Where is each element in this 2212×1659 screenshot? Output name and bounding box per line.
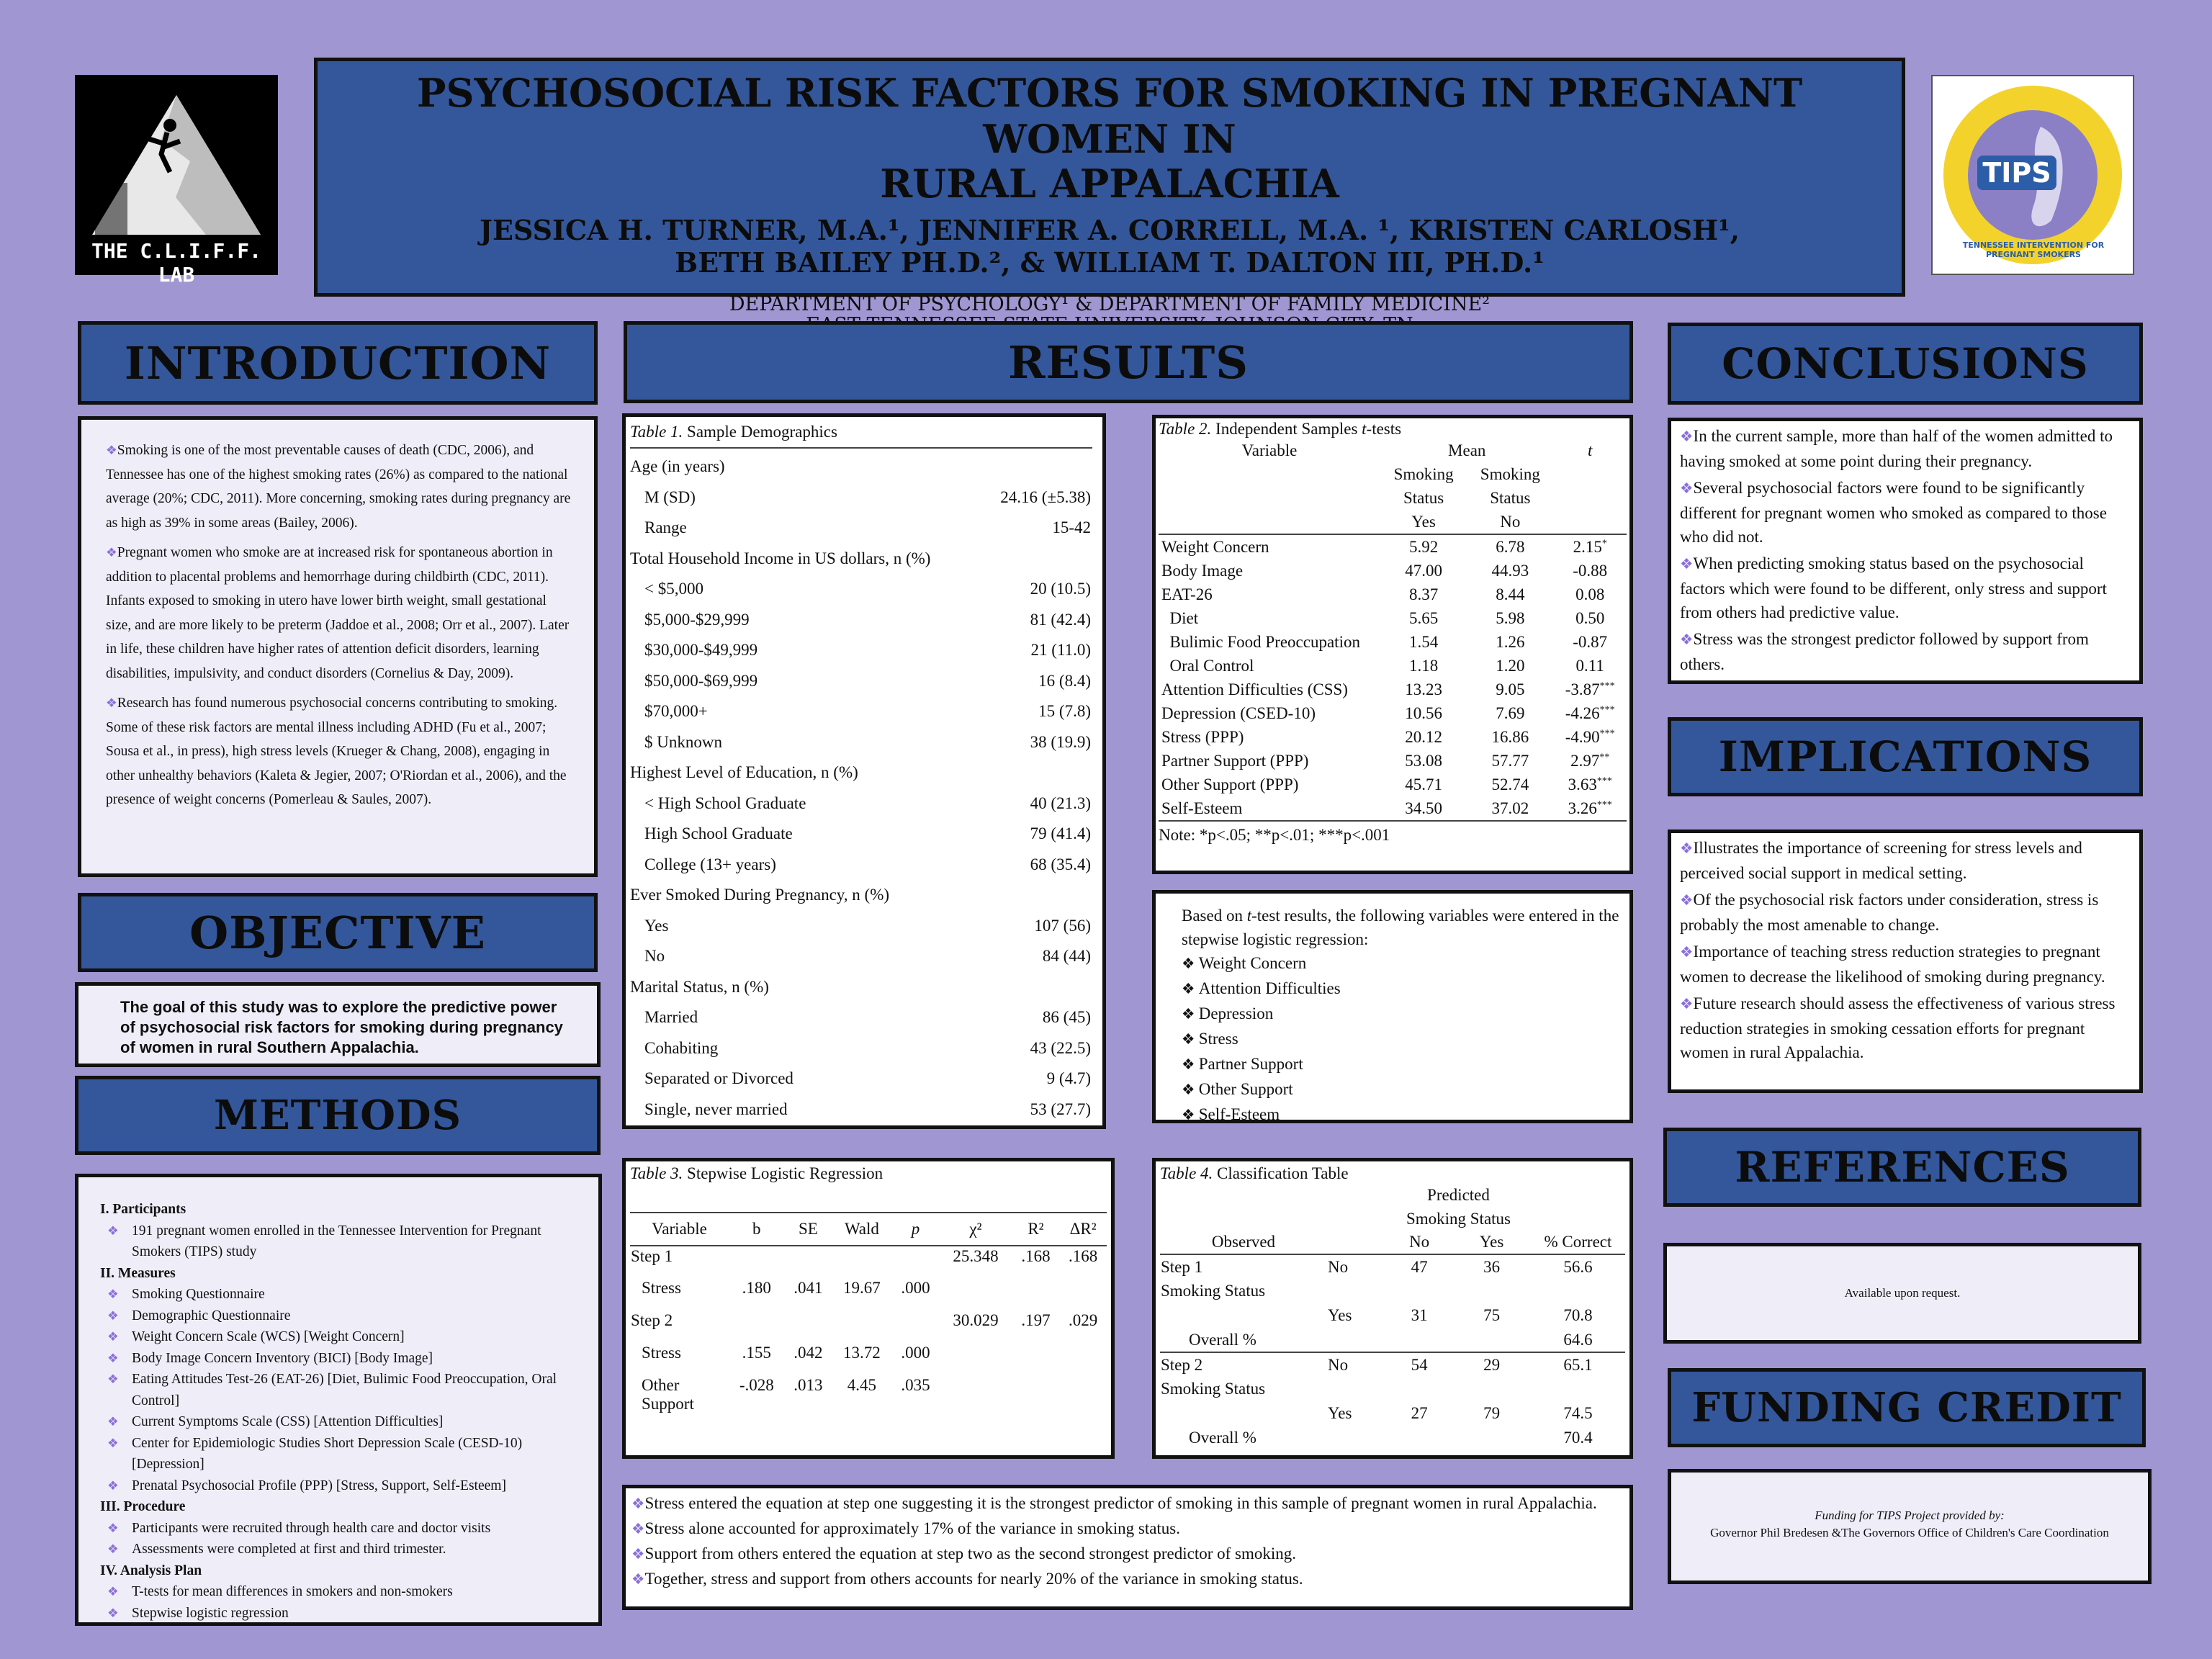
bullet-item: ❖When predicting smoking status based on the psychosocial factors which were found to be different, only stress and support from others had predictive value.: [1680, 554, 2107, 621]
table-row: Oral Control 1.18 1.20 0.11: [1161, 656, 1604, 675]
funding-line1: Funding for TIPS Project provided by:: [1815, 1509, 2005, 1522]
diamond-bullet-icon: ❖: [1182, 1082, 1199, 1098]
table-row: Total Household Income in US dollars, n (%): [630, 549, 931, 567]
table4-step1: Step 1: [1161, 1257, 1203, 1276]
table-row: Stress .180 .041 19.67 .000: [642, 1279, 930, 1297]
table1-body: [630, 451, 1098, 1125]
table4-step2: Step 2: [1161, 1355, 1203, 1374]
table4-caption: Table 4. Classification Table: [1160, 1164, 1349, 1182]
table-row: $ Unknown 38 (19.9): [644, 732, 1091, 751]
table-row: Bulimic Food Preoccupation 1.54 1.26 -0.87: [1161, 632, 1608, 651]
diamond-bullet-icon: ❖: [1182, 1107, 1199, 1123]
methods-group-heading: I. Participants: [100, 1202, 186, 1217]
bullet-item: ❖Future research should assess the effectiveness of various stress reduction strategies in smoking cessation efforts for pregnant women in rural Appalachia.: [1680, 994, 2116, 1061]
table-row: EAT-26 8.37 8.44 0.08: [1161, 585, 1605, 603]
table-row: Other Support -.028 .013 4.45 .035: [642, 1376, 930, 1413]
bullet-item: ❖Stress entered the equation at step one suggesting it is the strongest predictor of smoking in this sample of pregnant women in rural Appalachia.: [631, 1494, 1597, 1512]
bullet-item: ❖Stress was the strongest predictor followed by support from others.: [1680, 630, 2089, 673]
diamond-bullet-icon: ❖: [107, 1329, 119, 1344]
table-row: Stress .155 .042 13.72 .000: [642, 1344, 930, 1362]
table-row: < High School Graduate 40 (21.3): [644, 793, 1091, 812]
diamond-bullet-icon: ❖: [1182, 1007, 1199, 1022]
diamond-bullet-icon: ❖: [631, 1572, 645, 1588]
table-row: Partner Support (PPP) 53.08 57.77 2.97**: [1161, 751, 1610, 770]
diamond-bullet-icon: ❖: [1182, 1032, 1199, 1048]
bullet-item: ❖Illustrates the importance of screening for stress levels and perceived social support in medical setting.: [1680, 839, 2082, 882]
diamond-bullet-icon: ❖: [107, 1372, 119, 1386]
methods-item: ❖ Assessments were completed at first and third trimester.: [100, 1539, 584, 1560]
implications-list: [1680, 836, 2132, 1064]
methods-item: ❖ Stepwise logistic regression: [100, 1603, 584, 1624]
bullet-item: ❖In the current sample, more than half of the women admitted to having smoked at some point during their pregnancy.: [1680, 427, 2113, 470]
table2-ttests: [1152, 415, 1633, 874]
table2-note: Note: *p<.05; **p<.01; ***p<.001: [1159, 820, 1627, 845]
methods-item: ❖ Demographic Questionnaire: [100, 1305, 584, 1327]
results-summary-box: [622, 1485, 1633, 1610]
diamond-bullet-icon: ❖: [631, 1521, 645, 1537]
cliff-lab-logo-text: THE C.L.I.F.F. LAB: [91, 239, 261, 287]
table-row: No 84 (44): [644, 947, 1091, 966]
stepwise-variables-box: [1152, 890, 1633, 1123]
table4-predicted: Predicted: [1427, 1185, 1490, 1204]
table2-table: [1159, 439, 1627, 820]
methods-group-heading: II. Measures: [100, 1265, 176, 1281]
table4-classification: [1152, 1158, 1633, 1459]
funding-box: [1668, 1469, 2152, 1584]
diamond-bullet-icon: ❖: [1680, 945, 1694, 961]
diamond-bullet-icon: ❖: [107, 1223, 119, 1238]
methods-item: ❖ Center for Epidemiologic Studies Short Depression Scale (CESD-10) [Depression]: [100, 1433, 584, 1475]
diamond-bullet-icon: ❖: [631, 1496, 645, 1512]
diamond-bullet-icon: ❖: [107, 1520, 119, 1535]
table-row: Attention Difficulties (CSS) 13.23 9.05 -3.87***: [1161, 680, 1615, 698]
table4-smoking-status: Smoking Status: [1406, 1209, 1511, 1228]
diamond-bullet-icon: ❖: [107, 1478, 119, 1493]
diamond-bullet-icon: ❖: [106, 443, 117, 457]
table-row: < $5,000 20 (10.5): [644, 580, 1091, 598]
table2-sub-no: Smoking: [1480, 464, 1540, 483]
objective-box: [75, 982, 601, 1067]
table2-sub-yes: Smoking: [1393, 464, 1454, 483]
table-row: Stress (PPP) 20.12 16.86 -4.90***: [1161, 727, 1615, 746]
methods-item: ❖ Current Symptoms Scale (CSS) [Attention Difficulties]: [100, 1411, 584, 1433]
diamond-bullet-icon: ❖: [1182, 981, 1199, 997]
introduction-heading: INTRODUCTION: [78, 321, 598, 405]
conclusions-list: [1680, 424, 2132, 676]
diamond-bullet-icon: ❖: [107, 1542, 119, 1556]
table3-caption: Table 3. Stepwise Logistic Regression: [630, 1164, 884, 1182]
diamond-bullet-icon: ❖: [106, 545, 117, 559]
table4-table: Predicted Smoking Status Observed No Yes % Correct Step 1 No 47 36 56.6 Smoking Status Yes 31 75 70.8 Overall % 64.6 Step 2 No 54 29 65.1 Smoking Status Yes 27 79 74.5 Overall % 70.4: [1160, 1183, 1625, 1450]
table-row: Marital Status, n (%): [630, 977, 769, 996]
intro-paragraph: ❖Pregnant women who smoke are at increased risk for spontaneous abortion in addition to placental problems and hemorrhage during childbirth (CDC, 2011). Infants exposed to smoking in utero have lower birth weight, small gestational size, and are more likely to be preterm (Jaddoe et al., 2008; Orr et al., 2007). Later in life, these children have higher rates of attention deficit disorders, learning disabilities, impulsivity, and conduct disorders (Cornelius & Day, 2009).: [106, 545, 570, 681]
funding-line2: Governor Phil Bredesen &The Governors Office of Children's Care Coordination: [1710, 1526, 2109, 1539]
table2-col-t: t: [1588, 441, 1593, 459]
methods-group-heading: III. Procedure: [100, 1499, 186, 1514]
bullet-item: ❖ Weight Concern: [1182, 954, 1307, 972]
table-row: Self-Esteem 34.50 37.02 3.26***: [1161, 799, 1612, 817]
table2-caption: Table 2. Independent Samples t-tests: [1159, 420, 1402, 438]
table3-regression: [622, 1158, 1115, 1459]
objective-text: The goal of this study was to explore the predictive power of psychosocial risk factors for smoking during pregnancy of women in rural Southern Appalachia.: [120, 998, 563, 1056]
table-row: Married 86 (45): [644, 1008, 1091, 1027]
diamond-bullet-icon: ❖: [1680, 481, 1694, 497]
table-row: Single, never married 53 (27.7): [644, 1100, 1091, 1118]
diamond-bullet-icon: ❖: [107, 1308, 119, 1323]
diamond-bullet-icon: ❖: [1680, 997, 1694, 1012]
table4-observed: Observed: [1211, 1233, 1276, 1251]
table4-col-yes: Yes: [1479, 1233, 1504, 1251]
diamond-bullet-icon: ❖: [106, 696, 117, 710]
table-row: Ever Smoked During Pregnancy, n (%): [630, 886, 890, 904]
diamond-bullet-icon: ❖: [1680, 632, 1694, 648]
implications-heading: IMPLICATIONS: [1668, 717, 2143, 796]
table-row: High School Graduate 79 (41.4): [644, 824, 1091, 843]
results-heading: RESULTS: [624, 321, 1633, 403]
table4-col-pct: % Correct: [1544, 1233, 1612, 1251]
bullet-item: ❖Several psychosocial factors were found to be significantly different for pregnant women who smoked as compared to those who did not.: [1680, 479, 2107, 546]
objective-heading: OBJECTIVE: [78, 893, 598, 972]
table-row: $50,000-$69,999 16 (8.4): [644, 671, 1091, 690]
table-row: Separated or Divorced 9 (4.7): [644, 1069, 1091, 1088]
conclusions-box: [1668, 418, 2143, 684]
table-row: Range 15-42: [644, 518, 1091, 537]
diamond-bullet-icon: ❖: [1182, 1057, 1199, 1073]
table2-sub-yes: Status: [1403, 488, 1444, 507]
table1-demographics: [622, 413, 1106, 1129]
methods-item: ❖ 191 pregnant women enrolled in the Tennessee Intervention for Pregnant Smokers (TIPS) study: [100, 1220, 584, 1263]
diamond-bullet-icon: ❖: [631, 1547, 645, 1563]
poster-title-line1: PSYCHOSOCIAL RISK FACTORS FOR SMOKING IN PREGNANT WOMEN IN: [416, 70, 1803, 162]
table-row: Depression (CSED-10) 10.56 7.69 -4.26***: [1161, 703, 1615, 722]
bullet-item: ❖ Self-Esteem: [1182, 1105, 1280, 1123]
table3-table: [630, 1212, 1107, 1414]
table-row: Highest Level of Education, n (%): [630, 763, 858, 782]
table-row: Step 1 25.348 .168 .168: [631, 1247, 1098, 1265]
authors-line1: JESSICA H. TURNER, M.A.¹, JENNIFER A. CORRELL, M.A. ¹, KRISTEN CARLOSH¹,: [480, 214, 1740, 246]
authors-line2: BETH BAILEY PH.D.², & WILLIAM T. DALTON III, PH.D.¹: [675, 246, 1545, 279]
bullet-item: ❖Importance of teaching stress reduction strategies to pregnant women to decrease the likelihood of smoking during pregnancy.: [1680, 943, 2105, 986]
diamond-bullet-icon: ❖: [1680, 841, 1694, 857]
funding-heading: FUNDING CREDIT: [1668, 1368, 2146, 1447]
methods-item: ❖ T-tests for mean differences in smokers and non-smokers: [100, 1581, 584, 1603]
diamond-bullet-icon: ❖: [1680, 557, 1694, 572]
stepwise-intro: Based on t-test results, the following variables were entered in the stepwise logistic regression:: [1182, 907, 1619, 948]
table-header-row: Variable b SE Wald p χ² R² ΔR²: [630, 1213, 1107, 1246]
affiliation-line1: DEPARTMENT OF PSYCHOLOGY¹ & DEPARTMENT OF FAMILY MEDICINE²: [729, 293, 1491, 315]
table-row: $70,000+ 15 (7.8): [644, 702, 1091, 721]
bullet-item: ❖ Attention Difficulties: [1182, 979, 1341, 997]
bullet-item: ❖ Stress: [1182, 1030, 1238, 1048]
table-row: Age (in years): [630, 457, 725, 476]
bullet-item: ❖Stress alone accounted for approximately 17% of the variance in smoking status.: [631, 1519, 1181, 1537]
conclusions-heading: CONCLUSIONS: [1668, 323, 2143, 405]
table-row: Step 2 30.029 .197 .029: [631, 1311, 1098, 1329]
table-row: Other Support (PPP) 45.71 52.74 3.63***: [1161, 775, 1612, 793]
tips-logo: [1931, 75, 2134, 275]
implications-box: [1668, 830, 2143, 1093]
poster-title-line2: RURAL APPALACHIA: [880, 161, 1339, 207]
methods-item: ❖ Weight Concern Scale (WCS) [Weight Concern]: [100, 1326, 584, 1348]
diamond-bullet-icon: ❖: [107, 1435, 119, 1450]
diamond-bullet-icon: ❖: [107, 1605, 119, 1620]
methods-box: [75, 1174, 602, 1626]
intro-paragraph: ❖Smoking is one of the most preventable causes of death (CDC, 2006), and Tennessee has one of the highest smoking rates (26%) as compared to the national average (20%; CDC, 2011). More concerning, smoking rates during pregnancy are as high as 39% in some areas (Bailey, 2006).: [106, 443, 571, 531]
diamond-bullet-icon: ❖: [1182, 956, 1199, 972]
methods-item: ❖ Eating Attitudes Test-26 (EAT-26) [Diet, Bulimic Food Preoccupation, Oral Control]: [100, 1369, 584, 1411]
introduction-box: [78, 416, 598, 877]
table-row: Cohabiting 43 (22.5): [644, 1038, 1091, 1057]
tips-logo-text: TIPS: [1977, 156, 2056, 190]
table2-col-variable: Variable: [1241, 441, 1298, 459]
methods-item: ❖ Prenatal Psychosocial Profile (PPP) [Stress, Support, Self-Esteem]: [100, 1475, 584, 1497]
diamond-bullet-icon: ❖: [107, 1414, 119, 1429]
table-row: M (SD) 24.16 (±5.38): [644, 487, 1091, 506]
bullet-item: ❖ Other Support: [1182, 1080, 1293, 1098]
results-summary-list: [631, 1491, 1624, 1592]
methods-item: ❖ Smoking Questionnaire: [100, 1284, 584, 1305]
diamond-bullet-icon: ❖: [107, 1350, 119, 1365]
diamond-bullet-icon: ❖: [107, 1287, 119, 1301]
intro-paragraph: ❖Research has found numerous psychosocial concerns contributing to smoking. Some of these risk factors are mental illness including ADHD (Fu et al., 2007; Sousa et al., in press), high stress levels (Krueger & Chang, 2008), engaging in other unhealthy behaviors (Kaleta & Jegier, 2007; O'Riordan et al., 2006), and the presence of weight concerns (Pomerleau & Saules, 2007).: [106, 696, 567, 807]
bullet-item: ❖ Partner Support: [1182, 1055, 1303, 1073]
diamond-bullet-icon: ❖: [1680, 429, 1694, 445]
tips-logo-ring-text: TENNESSEE INTERVENTION FOR PREGNANT SMOKERS: [1962, 240, 2105, 259]
table-row: Diet 5.65 5.98 0.50: [1161, 608, 1605, 627]
table-row: $30,000-$49,999 21 (11.0): [644, 641, 1091, 660]
table-row: College (13+ years) 68 (35.4): [644, 855, 1091, 873]
table-row: Weight Concern 5.92 6.78 2.15*: [1161, 537, 1607, 556]
references-box: [1663, 1243, 2141, 1344]
table2-sub-no: Status: [1490, 488, 1531, 507]
stepwise-list: [1182, 951, 1622, 1128]
diamond-bullet-icon: ❖: [107, 1584, 119, 1599]
references-heading: REFERENCES: [1663, 1128, 2141, 1207]
bullet-item: ❖Support from others entered the equation at step two as the second strongest predictor of smoking.: [631, 1545, 1297, 1563]
methods-item: ❖ Participants were recruited through health care and doctor visits: [100, 1518, 584, 1539]
references-text: Available upon request.: [1844, 1286, 1961, 1300]
table2-sub-yes: Yes: [1411, 512, 1436, 531]
table2-col-mean: Mean: [1448, 441, 1486, 459]
table-row: $5,000-$29,999 81 (42.4): [644, 610, 1091, 629]
poster-header: [314, 58, 1905, 315]
table-row: Body Image 47.00 44.93 -0.88: [1161, 561, 1608, 580]
diamond-bullet-icon: ❖: [1680, 893, 1694, 909]
table1-caption: Table 1. Sample Demographics: [630, 423, 1092, 449]
table-row: Yes 107 (56): [644, 916, 1091, 935]
cliff-lab-logo: [75, 75, 278, 287]
methods-item: ❖ Body Image Concern Inventory (BICI) [Body Image]: [100, 1348, 584, 1370]
table2-sub-no: No: [1500, 512, 1521, 531]
bullet-item: ❖ Depression: [1182, 1004, 1274, 1022]
methods-list: [100, 1199, 584, 1624]
methods-group-heading: IV. Analysis Plan: [100, 1563, 202, 1578]
table4-col-no: No: [1409, 1233, 1430, 1251]
bullet-item: ❖Together, stress and support from others accounts for nearly 20% of the variance in smoking status.: [631, 1570, 1303, 1588]
methods-heading: METHODS: [75, 1076, 601, 1155]
bullet-item: ❖Of the psychosocial risk factors under consideration, stress is probably the most amenable to change.: [1680, 891, 2099, 934]
